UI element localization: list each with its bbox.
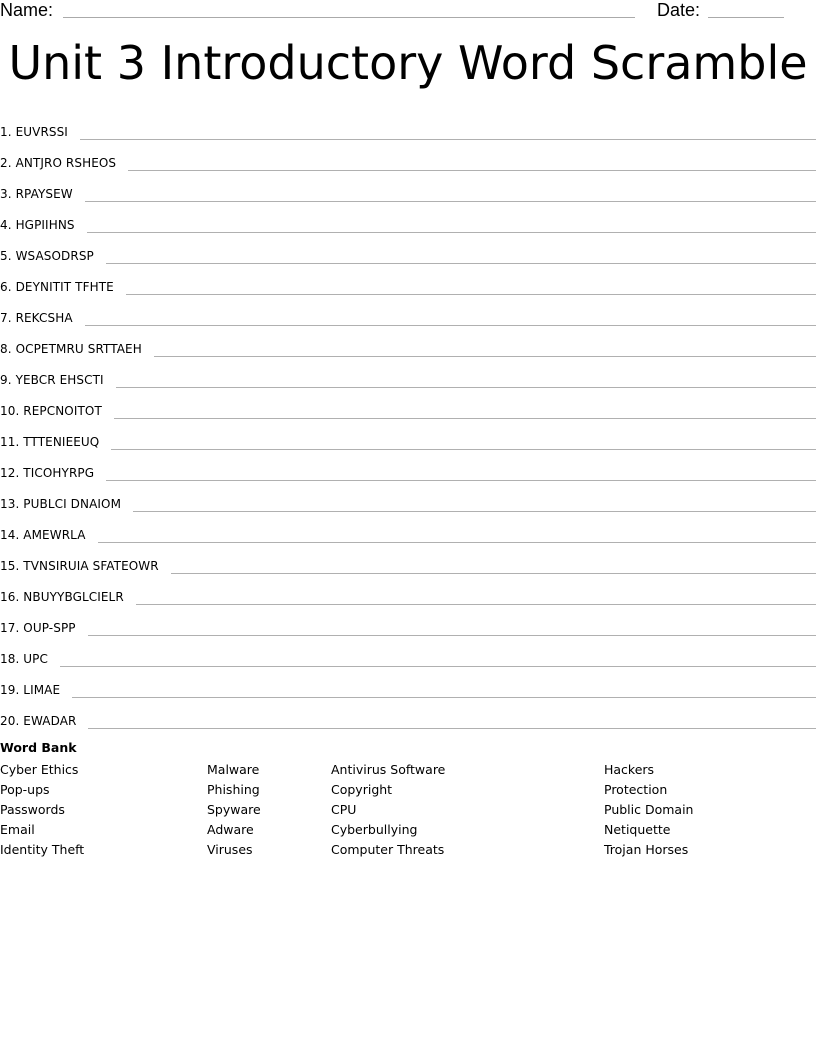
question-row <box>0 483 816 514</box>
word-bank-column <box>0 760 84 860</box>
answer-line <box>133 510 816 512</box>
answer-line <box>98 541 816 543</box>
word-bank-column <box>604 760 693 860</box>
question-row <box>0 545 816 576</box>
word-bank-item: Trojan Horses <box>604 842 689 857</box>
answer-line <box>128 169 816 171</box>
word-bank-item: Spyware <box>207 802 261 817</box>
question-label: 16. NBUYYBGLCIELR <box>0 590 124 604</box>
question-row <box>0 204 816 235</box>
answer-line <box>114 417 816 419</box>
answer-line <box>106 262 816 264</box>
word-bank-item: Hackers <box>604 762 655 777</box>
question-label: 11. TTTENIEEUQ <box>0 435 100 449</box>
question-row <box>0 452 816 483</box>
question-row <box>0 297 816 328</box>
answer-line <box>116 386 816 388</box>
question-row <box>0 142 816 173</box>
question-row <box>0 576 816 607</box>
word-bank-item: Passwords <box>0 802 65 817</box>
answer-line <box>72 696 816 698</box>
question-row <box>0 235 816 266</box>
word-bank <box>0 739 816 857</box>
answer-line <box>136 603 816 605</box>
answer-line <box>111 448 816 450</box>
question-label: 12. TICOHYRPG <box>0 466 95 480</box>
question-row <box>0 421 816 452</box>
question-label: 14. AMEWRLA <box>0 528 86 542</box>
word-bank-column <box>207 760 261 860</box>
question-row <box>0 390 816 421</box>
question-label: 9. YEBCR EHSCTI <box>0 373 104 387</box>
answer-line <box>126 293 816 295</box>
name-blank-line <box>63 17 635 18</box>
answer-line <box>88 634 816 636</box>
question-row <box>0 266 816 297</box>
word-bank-item: Phishing <box>207 782 260 797</box>
question-label: 4. HGPIIHNS <box>0 218 75 232</box>
word-bank-title: Word Bank <box>0 740 77 755</box>
question-label: 17. OUP-SPP <box>0 621 76 635</box>
word-bank-item: Identity Theft <box>0 842 85 857</box>
question-row <box>0 669 816 700</box>
word-bank-item: Adware <box>207 822 254 837</box>
question-list <box>0 111 816 731</box>
date-label: Date: <box>657 0 701 20</box>
answer-line <box>60 665 816 667</box>
question-label: 6. DEYNITIT TFHTE <box>0 280 114 294</box>
page-title: Unit 3 Introductory Word Scramble <box>8 36 808 90</box>
question-row <box>0 359 816 390</box>
answer-line <box>171 572 816 574</box>
word-bank-item: Pop-ups <box>0 782 50 797</box>
word-bank-column <box>331 760 445 860</box>
question-row <box>0 328 816 359</box>
header <box>0 0 816 22</box>
answer-line <box>88 727 816 729</box>
question-label: 10. REPCNOITOT <box>0 404 102 418</box>
word-bank-item: Computer Threats <box>331 842 445 857</box>
question-label: 3. RPAYSEW <box>0 187 73 201</box>
word-bank-item: Protection <box>604 782 668 797</box>
word-bank-item: Netiquette <box>604 822 671 837</box>
word-bank-item: Antivirus Software <box>331 762 446 777</box>
question-row <box>0 514 816 545</box>
question-label: 20. EWADAR <box>0 714 77 728</box>
question-row <box>0 111 816 142</box>
question-label: 15. TVNSIRUIA SFATEOWR <box>0 559 159 573</box>
word-bank-item: Cyber Ethics <box>0 762 79 777</box>
answer-line <box>85 200 816 202</box>
answer-line <box>154 355 816 357</box>
question-row <box>0 638 816 669</box>
name-label: Name: <box>0 0 54 20</box>
question-label: 13. PUBLCI DNAIOM <box>0 497 122 511</box>
word-bank-item: Public Domain <box>604 802 694 817</box>
date-blank-line <box>708 17 784 18</box>
word-bank-item: Viruses <box>207 842 253 857</box>
answer-line <box>87 231 816 233</box>
word-bank-item: CPU <box>331 802 357 817</box>
question-label: 2. ANTJRO RSHEOS <box>0 156 117 170</box>
question-label: 7. REKCSHA <box>0 311 73 325</box>
word-bank-item: Copyright <box>331 782 393 797</box>
word-bank-item: Malware <box>207 762 260 777</box>
question-label: 5. WSASODRSP <box>0 249 94 263</box>
question-label: 1. EUVRSSI <box>0 125 68 139</box>
question-label: 19. LIMAE <box>0 683 61 697</box>
word-bank-item: Cyberbullying <box>331 822 418 837</box>
question-label: 8. OCPETMRU SRTTAEH <box>0 342 142 356</box>
question-row <box>0 607 816 638</box>
answer-line <box>85 324 816 326</box>
word-bank-item: Email <box>0 822 35 837</box>
answer-line <box>106 479 816 481</box>
question-label: 18. UPC <box>0 652 48 666</box>
question-row <box>0 700 816 731</box>
answer-line <box>80 138 816 140</box>
question-row <box>0 173 816 204</box>
